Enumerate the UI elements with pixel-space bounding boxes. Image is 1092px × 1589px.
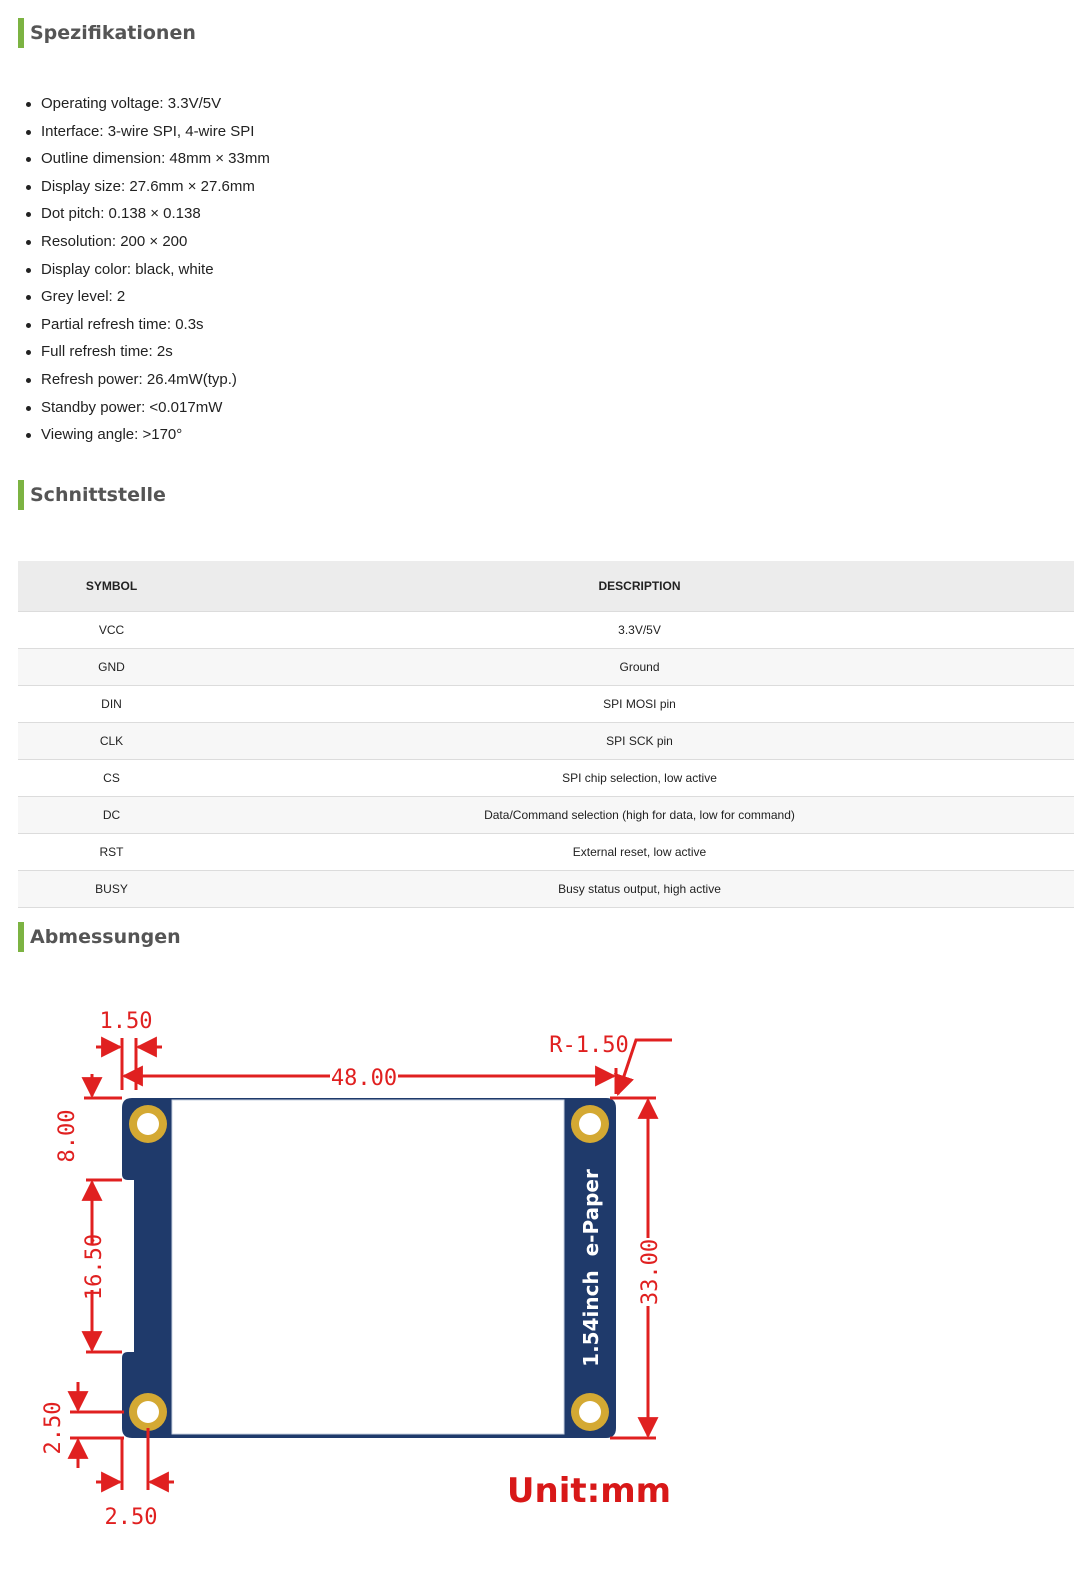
table-row: [18, 871, 1074, 908]
cell-description: Busy status output, high active: [205, 871, 1074, 908]
list-item: Viewing angle: >170°: [22, 421, 270, 449]
specifications-list: [22, 90, 270, 449]
cell-symbol: BUSY: [18, 871, 205, 908]
label-left-hole-offset: 2.50: [104, 1505, 158, 1530]
list-item: Standby power: <0.017mW: [22, 394, 270, 422]
unit-label: Unit:mm: [506, 1471, 672, 1511]
table-row: [18, 686, 1074, 723]
label-width: 48.00: [330, 1066, 398, 1091]
interface-heading: Schnittstelle: [18, 480, 166, 510]
list-item: Display size: 27.6mm × 27.6mm: [22, 173, 270, 201]
list-item: Interface: 3-wire SPI, 4-wire SPI: [22, 118, 270, 146]
label-top-hole-offset: 8.00: [55, 1109, 80, 1163]
list-item: Operating voltage: 3.3V/5V: [22, 90, 270, 118]
e-paper-board: [122, 1098, 616, 1438]
cell-description: Ground: [205, 649, 1074, 686]
cell-description: SPI chip selection, low active: [205, 760, 1074, 797]
mounting-hole-icon: [571, 1393, 609, 1431]
cell-symbol: GND: [18, 649, 205, 686]
mounting-hole-icon: [129, 1105, 167, 1143]
table-row: [18, 797, 1074, 834]
label-corner-radius: R-1.50: [549, 1033, 629, 1058]
cell-symbol: VCC: [18, 612, 205, 649]
list-item: Grey level: 2: [22, 283, 270, 311]
cell-symbol: CS: [18, 760, 205, 797]
cell-description: 3.3V/5V: [205, 612, 1074, 649]
specifications-heading: Spezifikationen: [18, 18, 196, 48]
list-item: Refresh power: 26.4mW(typ.): [22, 366, 270, 394]
label-bottom-hole-offset: 2.50: [41, 1401, 66, 1455]
list-item: Outline dimension: 48mm × 33mm: [22, 145, 270, 173]
label-hole-offset-top: 1.50: [99, 1009, 153, 1034]
cell-symbol: DIN: [18, 686, 205, 723]
list-item: Resolution: 200 × 200: [22, 228, 270, 256]
list-item: Partial refresh time: 0.3s: [22, 311, 270, 339]
dimension-drawing: [0, 990, 720, 1550]
cell-symbol: RST: [18, 834, 205, 871]
table-row: [18, 760, 1074, 797]
cell-description: SPI SCK pin: [205, 723, 1074, 760]
cell-description: Data/Command selection (high for data, low for command): [205, 797, 1074, 834]
interface-table: [18, 561, 1074, 908]
column-header-symbol: SYMBOL: [18, 561, 205, 612]
cell-description: External reset, low active: [205, 834, 1074, 871]
list-item: Dot pitch: 0.138 × 0.138: [22, 200, 270, 228]
board-label: 1.54inch e-Paper: [579, 1169, 603, 1367]
list-item: Display color: black, white: [22, 256, 270, 284]
table-row: [18, 723, 1074, 760]
display-area: [172, 1100, 564, 1434]
table-row: [18, 834, 1074, 871]
table-row: [18, 649, 1074, 686]
cell-description: SPI MOSI pin: [205, 686, 1074, 723]
label-connector-span: 16.50: [82, 1233, 107, 1301]
cell-symbol: DC: [18, 797, 205, 834]
label-height: 33.00: [638, 1238, 663, 1306]
cell-symbol: CLK: [18, 723, 205, 760]
mounting-hole-icon: [129, 1393, 167, 1431]
list-item: Full refresh time: 2s: [22, 338, 270, 366]
table-row: [18, 612, 1074, 649]
column-header-description: DESCRIPTION: [205, 561, 1074, 612]
dimensions-heading: Abmessungen: [18, 922, 181, 952]
mounting-hole-icon: [571, 1105, 609, 1143]
table-header-row: [18, 561, 1074, 612]
